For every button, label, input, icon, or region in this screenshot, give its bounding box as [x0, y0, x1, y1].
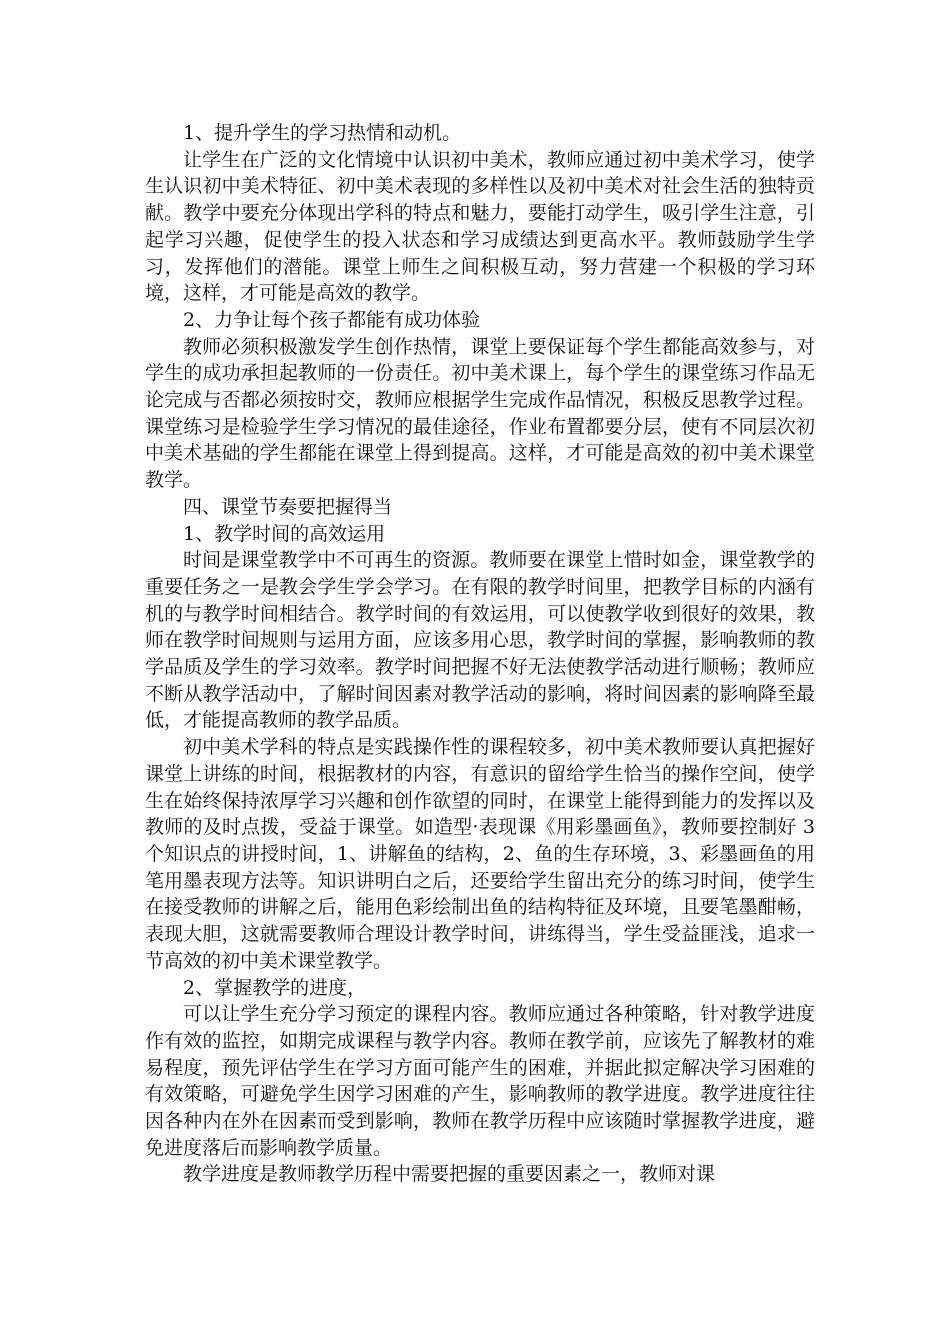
heading-1-enthusiasm: 1、提升学生的学习热情和动机。 — [183, 122, 462, 144]
body-paragraph: 教师必须积极激发学生创作热情，课堂上要保证每个学生都能高效参与，对学生的成功承担起教师的一份责任。初中美术课上，每个学生的课堂练习作品无论完成与否都必须按时交，教师应根据学生完成作品情况，积极反思教学过程。课堂练习是检验学生学习情况的最佳途径，作业布置都要分层，使有不同层次初中美术基础的学生都能在课堂上得到提高。这样，才可能是高效的初中美术课堂教学。 — [145, 335, 815, 492]
document-body — [145, 120, 815, 1188]
section-heading-4-rhythm: 四、课堂节奏要把握得当 — [183, 495, 393, 518]
body-paragraph: 教学进度是教师教学历程中需要把握的重要因素之一，教师对课 — [183, 1163, 716, 1186]
heading-1-time-use: 1、教学时间的高效运用 — [183, 522, 386, 545]
body-paragraph: 让学生在广泛的文化情境中认识初中美术，教师应通过初中美术学习，使学生认识初中美术特征、初中美术表现的多样性以及初中美术对社会生活的独特贡献。教学中要充分体现出学科的特点和魅力，要能打动学生，吸引学生注意，引起学习兴趣，促使学生的投入状态和学习成绩达到更高水平。教师鼓励学生学习，发挥他们的潜能。课堂上师生之间积极互动，努力营建一个积极的学习环境，这样，才可能是高效的教学。 — [145, 148, 815, 305]
heading-2-progress: 2、掌握教学的进度， — [183, 976, 367, 999]
body-paragraph: 可以让学生充分学习预定的课程内容。教师应通过各种策略，针对教学进度作有效的监控，如期完成课程与教学内容。教师在教学前，应该先了解教材的难易程度，预先评估学生在学习方面可能产生的困难，并据此拟定解决学习困难的有效策略，可避免学生因学习困难的产生，影响教师的教学进度。教学进度往往因各种内在外在因素而受到影响，教师在教学历程中应该随时掌握教学进度，避免进度落后而影响教学质量。 — [145, 1003, 815, 1159]
heading-2-success-experience: 2、力争让每个孩子都能有成功体验 — [183, 308, 481, 331]
body-paragraph: 时间是课堂教学中不可再生的资源。教师要在课堂上惜时如金，课堂教学的重要任务之一是教会学生学会学习。在有限的教学时间里，把教学目标的内涵有机的与教学时间相结合。教学时间的有效运用，可以使教学收到很好的效果，教师在教学时间规则与运用方面，应该多用心思，教学时间的掌握，影响教师的教学品质及学生的学习效率。教学时间把握不好无法使教学活动进行顺畅；教师应不断从教学活动中，了解时间因素对教学活动的影响，将时间因素的影响降至最低，才能提高教师的教学品质。 — [145, 549, 815, 732]
body-paragraph: 初中美术学科的特点是实践操作性的课程较多，初中美术教师要认真把握好课堂上讲练的时间，根据教材的内容，有意识的留给学生恰当的操作空间，使学生在始终保持浓厚学习兴趣和创作欲望的同时，在课堂上能得到能力的发挥以及教师的及时点拨，受益于课堂。如造型·表现课《用彩墨画鱼》，教师要控制好 3 个知识点的讲授时间，1、讲解鱼的结构，2、鱼的生存环境，3、彩墨画鱼的用笔用墨表现方法等。知识讲明白之后，还要给学生留出充分的练习时间，使学生在接受教师的讲解之后，能用色彩绘制出鱼的结构特征及环境，且要笔墨酣畅，表现大胆，这就需要教师合理设计教学时间，讲练得当，学生受益匪浅，追求一节高效的初中美术课堂教学。 — [145, 736, 815, 972]
